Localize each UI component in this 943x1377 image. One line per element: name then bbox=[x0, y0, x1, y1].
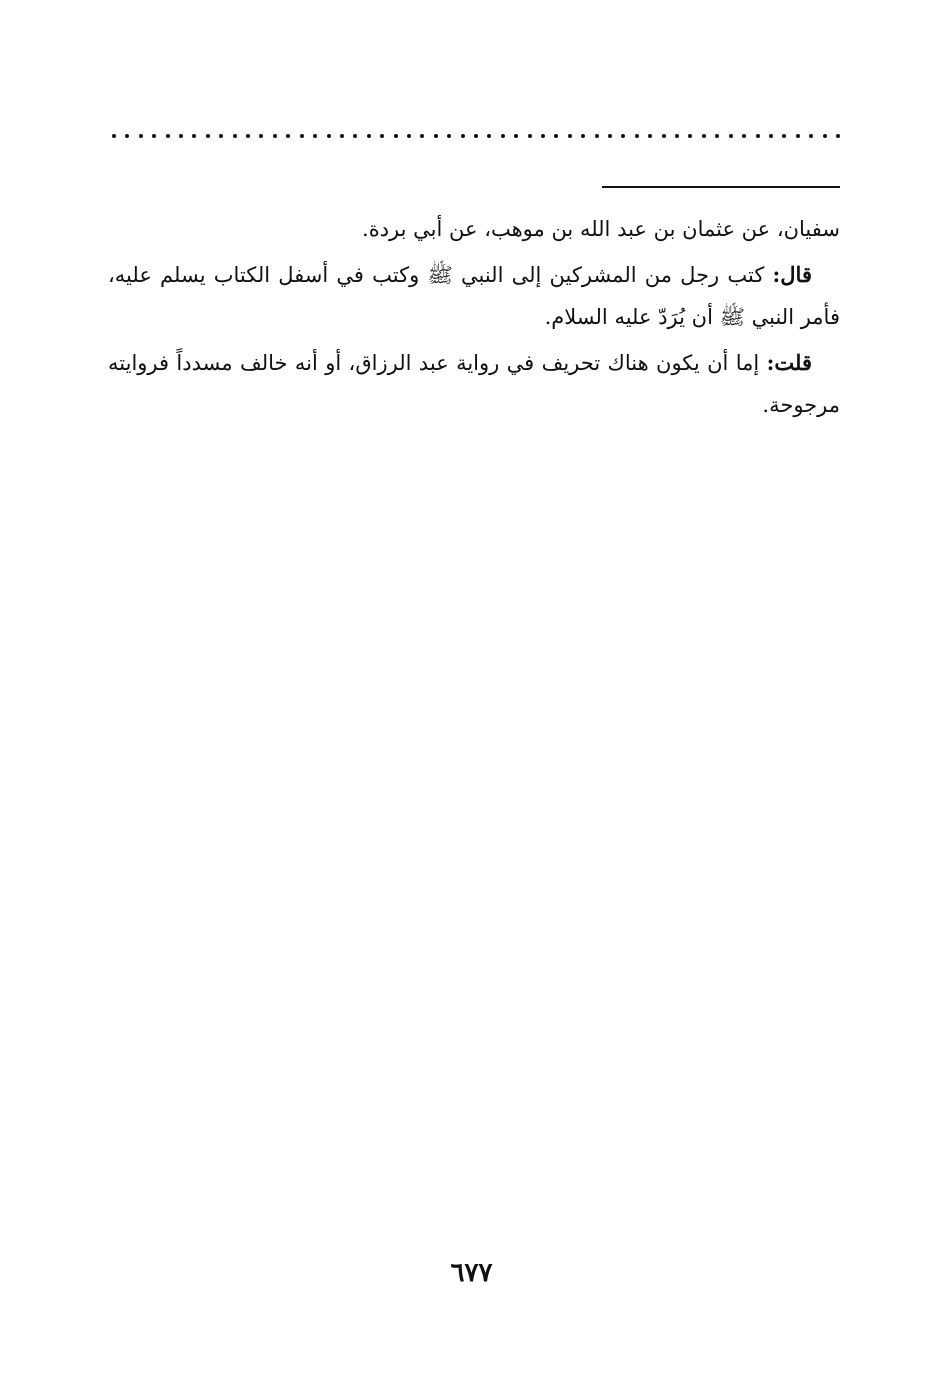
separator-dot bbox=[568, 134, 572, 138]
separator-dot bbox=[675, 134, 679, 138]
separator-dot bbox=[581, 134, 585, 138]
separator-dot bbox=[501, 134, 505, 138]
separator-dot bbox=[125, 134, 129, 138]
paragraph-lead: قلت: bbox=[766, 350, 812, 375]
separator-dot bbox=[246, 134, 250, 138]
footnote-block bbox=[108, 208, 840, 430]
page-number: ٦٧٧ bbox=[450, 1258, 493, 1288]
separator-dot bbox=[823, 134, 827, 138]
separator-dot bbox=[340, 134, 344, 138]
separator-dot bbox=[139, 134, 143, 138]
separator-dot bbox=[259, 134, 263, 138]
separator-dot bbox=[608, 134, 612, 138]
separator-dot bbox=[528, 134, 532, 138]
separator-dot bbox=[447, 134, 451, 138]
separator-dot bbox=[420, 134, 424, 138]
separator-dot bbox=[407, 134, 411, 138]
separator-dot bbox=[394, 134, 398, 138]
separator-dot bbox=[192, 134, 196, 138]
separator-dot bbox=[367, 134, 371, 138]
separator-dot bbox=[782, 134, 786, 138]
separator-dot bbox=[233, 134, 237, 138]
separator-dot bbox=[514, 134, 518, 138]
separator-dot bbox=[166, 134, 170, 138]
separator-dot bbox=[112, 134, 116, 138]
separator-dot bbox=[286, 134, 290, 138]
separator-dot bbox=[715, 134, 719, 138]
separator-dot bbox=[206, 134, 210, 138]
footnote-rule bbox=[602, 186, 840, 188]
paragraph-lead: قال: bbox=[772, 262, 812, 287]
separator-dot bbox=[702, 134, 706, 138]
separator-dot bbox=[313, 134, 317, 138]
dotted-separator bbox=[112, 126, 840, 146]
footnote-paragraph-3 bbox=[108, 342, 840, 426]
separator-dot bbox=[796, 134, 800, 138]
separator-dot bbox=[219, 134, 223, 138]
footnote-paragraph-1 bbox=[108, 208, 840, 250]
separator-dot bbox=[541, 134, 545, 138]
separator-dot bbox=[273, 134, 277, 138]
separator-dot bbox=[327, 134, 331, 138]
separator-dot bbox=[756, 134, 760, 138]
separator-dot bbox=[152, 134, 156, 138]
separator-dot bbox=[688, 134, 692, 138]
separator-dot bbox=[554, 134, 558, 138]
separator-dot bbox=[461, 134, 465, 138]
separator-dot bbox=[487, 134, 491, 138]
separator-dot bbox=[595, 134, 599, 138]
paragraph-text: سفيان، عن عثمان بن عبد الله بن موهب، عن أبي بردة. bbox=[362, 217, 840, 241]
paragraph-text: إما أن يكون هناك تحريف في رواية عبد الرزاق، أو أنه خالف مسدداً فروايته مرجوحة. bbox=[108, 351, 840, 417]
footnote-paragraph-2 bbox=[108, 254, 840, 338]
separator-dot bbox=[434, 134, 438, 138]
separator-dot bbox=[729, 134, 733, 138]
paragraph-text: كتب رجل من المشركين إلى النبي ﷺ وكتب في أسفل الكتاب يسلم عليه، فأمر النبي ﷺ أن يُرَدّ عليه السلام. bbox=[108, 263, 840, 329]
separator-dot bbox=[809, 134, 813, 138]
separator-dot bbox=[648, 134, 652, 138]
separator-dot bbox=[353, 134, 357, 138]
separator-dot bbox=[380, 134, 384, 138]
separator-dot bbox=[635, 134, 639, 138]
separator-dot bbox=[474, 134, 478, 138]
separator-dot bbox=[769, 134, 773, 138]
separator-dot bbox=[300, 134, 304, 138]
separator-dot bbox=[621, 134, 625, 138]
separator-dot bbox=[836, 134, 840, 138]
separator-dot bbox=[662, 134, 666, 138]
separator-dot bbox=[179, 134, 183, 138]
separator-dot bbox=[742, 134, 746, 138]
